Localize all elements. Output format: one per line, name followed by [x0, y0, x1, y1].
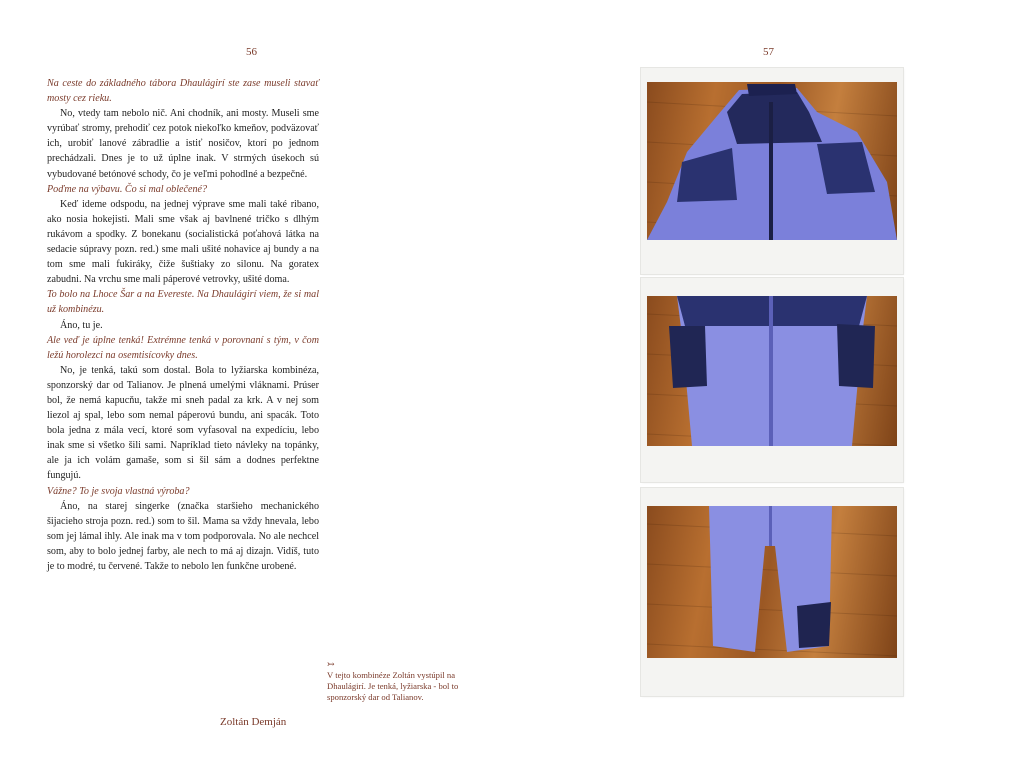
answer: No, je tenká, takú som dostal. Bola to lyžiarska kombinéza, sponzorský dar od Talianov. Je plnená umelými vláknami. Prúser bol, že nemá kapucňu, takže mi sneh padal za krk. A v nej som liezol aj spal, lebo som nemal páperovú bundu, ani spacák. Toto bola jedna z mála vecí, ktoré som vyfasoval na expedíciu, lebo inak sme si všetko šili sami. Napríklad tieto návleky na topánky, ale ja ich volám gamaše, som si šil sám a dodnes perfektne fungujú. — [47, 364, 319, 482]
photo-caption — [327, 660, 469, 703]
photo-print — [641, 278, 903, 482]
answer: No, vtedy tam nebolo nič. Ani chodník, ani mosty. Museli sme vyrúbať stromy, prehodiť cez potok niekoľko kmeňov, podväzovať ich, urobiť lanové zábradlie a istiť nosičov, ktorí po jednom prechádzali. Dnes je to už úplne inak. V strmých úsekoch sú vybudované betónové schody, čo je veľmi pohodlné a bezpečné. — [47, 108, 319, 180]
page-number-right: 57 — [763, 46, 774, 58]
arrow-icon: ↣ — [327, 659, 335, 669]
question: To bolo na Lhoce Šar a na Evereste. Na Dhaulágirí viem, že si mal už kombinézu. — [47, 289, 319, 316]
answer: Áno, na starej singerke (značka staršieho mechanického šijacieho stroja pozn. red.) som to šil. Mama sa vždy hnevala, lebo som jej lámal ihly. Ale inak ma v tom podporovala. No ale nechcel som, aby to bolo jednej farby, ale nech to má aj dizajn. Vidíš, tuto je to modré, tu červené. Takže to nebolo len funkčne urobené. — [47, 500, 319, 572]
photo-suit-legs — [647, 506, 897, 658]
caption-text: V tejto kombinéze Zoltán vystúpil na Dhaulágirí. Je tenká, lyžiarska - bol to sponzorský dar od Talianov. — [327, 670, 459, 702]
question: Vážne? To je svoja vlastná výroba? — [47, 485, 190, 497]
interview-text — [47, 76, 319, 574]
photo-suit-top — [647, 82, 897, 240]
photo-print — [641, 68, 903, 274]
question: Na ceste do základného tábora Dhaulágirí ste zase museli stavať mosty cez rieku. — [47, 78, 319, 105]
answer: Áno, tu je. — [60, 319, 103, 331]
photo-strip — [641, 68, 903, 696]
question: Poďme na výbavu. Čo si mal oblečené? — [47, 183, 208, 195]
question: Ale veď je úplne tenká! Extrémne tenká v porovnaní s tým, v čom ležú horolezci na osemtisícovky dnes. — [47, 334, 319, 361]
author-name: Zoltán Demján — [220, 716, 287, 728]
page-number-left: 56 — [246, 46, 257, 58]
answer: Keď ideme odspodu, na jednej výprave sme mali také ribano, ako nosia hokejisti. Mali sme však aj bavlnené tričko s dlhým rukávom a spodky. Z bonekanu (socialistická poťahová látka na sedacie súpravy pozn. red.) sme mali ušité nohavice aj bundy a na tom sme mali fukiráky, čiže šuštiaky zo silonu. Na goratex zabudni. Na vrchu sme mali páperové vetrovky, ušité doma. — [47, 198, 319, 286]
photo-print — [641, 488, 903, 696]
photo-suit-middle — [647, 296, 897, 446]
